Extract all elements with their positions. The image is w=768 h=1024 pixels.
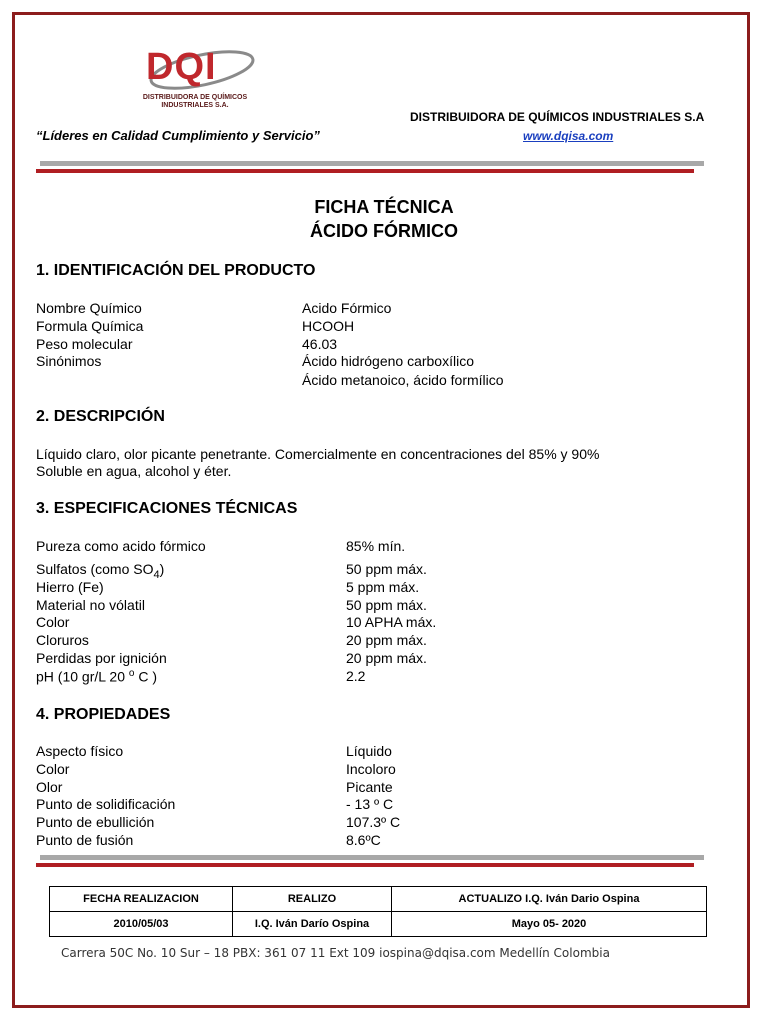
spec-value: 50 ppm máx.	[346, 561, 427, 577]
spec-label: Perdidas por ignición	[36, 650, 167, 666]
spec-label: Sulfatos (como $SO_4$)	[36, 561, 165, 581]
spec-value: 50 ppm máx.	[346, 597, 427, 613]
spec-label: Nombre Químico	[36, 300, 142, 316]
doc-title: FICHA TÉCNICA	[314, 197, 454, 217]
property-value: Líquido	[346, 743, 392, 759]
property-value: - 13 º C	[346, 796, 394, 812]
spec-label: Cloruros	[36, 632, 89, 648]
property-label: Punto de solidificación	[36, 796, 176, 812]
spec-label: Pureza como acido fórmico	[36, 538, 206, 554]
spec-label: pH (10 gr/L 20 $^o$ C )	[36, 668, 157, 685]
spec-label: Material no vólatil	[36, 597, 145, 613]
section-heading-identification: 1. IDENTIFICACIÓN DEL PRODUCTO	[36, 262, 316, 279]
table-row	[50, 912, 707, 937]
property-label: Color	[36, 761, 70, 777]
spec-value: 5 ppm máx.	[346, 579, 420, 595]
property-label: Olor	[36, 779, 63, 795]
table-cell: 2010/05/03	[50, 912, 233, 937]
spec-value: Ácido hidrógeno carboxílico	[302, 353, 474, 369]
footer-divider-grey	[40, 855, 704, 860]
spec-value: HCOOH	[302, 318, 355, 334]
logo-letters: DQI	[146, 46, 217, 88]
footer-divider-red	[36, 863, 694, 867]
description-line: Soluble en agua, alcohol y éter.	[36, 463, 232, 479]
spec-label: Formula Química	[36, 318, 144, 334]
doc-subtitle: ÁCIDO FÓRMICO	[310, 221, 458, 241]
section-heading-properties: 4. PROPIEDADES	[36, 706, 171, 723]
table-header-cell: REALIZO	[233, 887, 392, 912]
property-label: Punto de ebullición	[36, 814, 155, 830]
slogan: “Líderes en Calidad Cumplimiento y Servicio”	[36, 128, 320, 143]
table-row	[50, 887, 707, 912]
description-line: Líquido claro, olor picante penetrante. Comercialmente en concentraciones del 85% y 90%	[36, 446, 600, 462]
logo-subtitle: DISTRIBUIDORA DE QUÍMICOS INDUSTRIALES S.A.	[142, 94, 248, 109]
spec-label: Peso molecular	[36, 336, 133, 352]
table-cell: Mayo 05- 2020	[392, 912, 707, 937]
spec-value: 20 ppm máx.	[346, 632, 427, 648]
spec-label: Sinónimos	[36, 353, 102, 369]
property-value: Incoloro	[346, 761, 396, 777]
spec-value: 2.2	[346, 668, 366, 684]
spec-value: 46.03	[302, 336, 338, 352]
footer-address: Carrera 50C No. 10 Sur – 18 PBX: 361 07 11 Ext 109 iospina@dqisa.com Medellín Colombia	[61, 946, 610, 960]
header-divider-grey	[40, 161, 704, 166]
spec-value: 20 ppm máx.	[346, 650, 427, 666]
property-label: Punto de fusión	[36, 832, 134, 848]
revision-table	[49, 886, 707, 937]
company-logo	[130, 46, 260, 120]
table-header-cell: FECHA REALIZACION	[50, 887, 233, 912]
spec-label: Hierro (Fe)	[36, 579, 104, 595]
spec-value: 10 APHA máx.	[346, 614, 437, 630]
website-link[interactable]: www.dqisa.com	[523, 129, 614, 143]
section-heading-specifications: 3. ESPECIFICACIONES TÉCNICAS	[36, 500, 298, 517]
header-divider-red	[36, 169, 694, 173]
property-label: Aspecto físico	[36, 743, 124, 759]
property-value: Picante	[346, 779, 393, 795]
spec-value: 85% mín.	[346, 538, 406, 554]
section-heading-description: 2. DESCRIPCIÓN	[36, 408, 165, 425]
spec-value: Acido Fórmico	[302, 300, 392, 316]
company-name: DISTRIBUIDORA DE QUÍMICOS INDUSTRIALES S.A	[410, 110, 705, 124]
property-value: 107.3º C	[346, 814, 401, 830]
table-cell: I.Q. Iván Darío Ospina	[233, 912, 392, 937]
table-header-cell: ACTUALIZO I.Q. Iván Dario Ospina	[392, 887, 707, 912]
spec-value: Ácido metanoico, ácido formílico	[302, 372, 504, 388]
property-value: 8.6ºC	[346, 832, 381, 848]
spec-label: Color	[36, 614, 70, 630]
